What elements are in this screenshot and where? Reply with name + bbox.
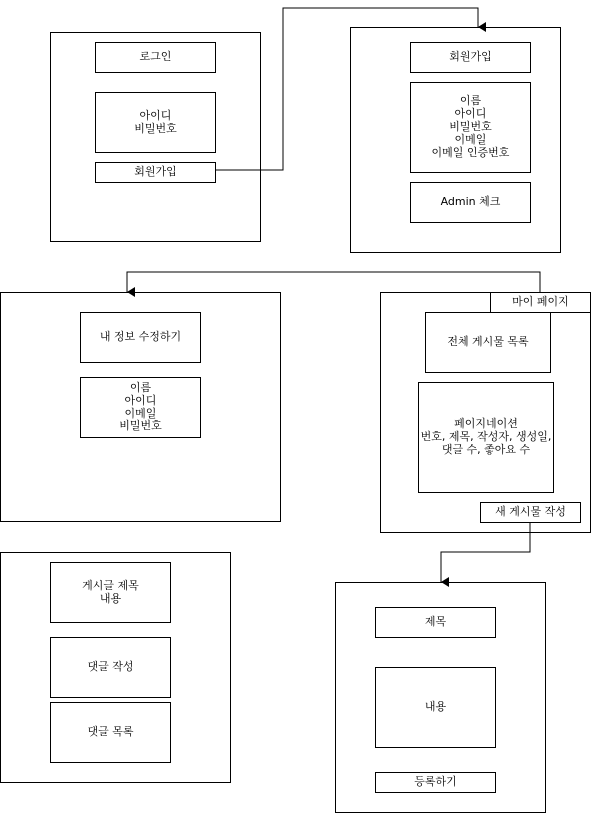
board-list-title-box: 전체 게시물 목록 bbox=[425, 312, 551, 373]
signup-link-box[interactable]: 회원가입 bbox=[95, 162, 216, 183]
comment-write-box[interactable]: 댓글 작성 bbox=[50, 637, 171, 698]
post-content-box: 게시글 제목 내용 bbox=[50, 562, 171, 623]
profile-fields-box: 이름 아이디 이메일 비밀번호 bbox=[80, 377, 201, 438]
mypage-to-profile-edit-arrow bbox=[127, 272, 540, 292]
login-fields-box: 아이디 비밀번호 bbox=[95, 92, 216, 153]
comment-list-box: 댓글 목록 bbox=[50, 702, 171, 763]
pagination-box: 페이지네이션 번호, 제목, 작성자, 생성일, 댓글 수, 좋아요 수 bbox=[418, 382, 554, 493]
new-post-button[interactable]: 새 게시물 작성 bbox=[480, 502, 581, 523]
post-content-field[interactable]: 내용 bbox=[375, 667, 496, 748]
signup-fields-box: 이름 아이디 비밀번호 이메일 이메일 인증번호 bbox=[410, 82, 531, 173]
login-title-box: 로그인 bbox=[95, 42, 216, 73]
post-title-field[interactable]: 제목 bbox=[375, 607, 496, 638]
submit-button[interactable]: 등록하기 bbox=[375, 772, 496, 793]
signup-title-box: 회원가입 bbox=[410, 42, 531, 73]
admin-check-box[interactable]: Admin 체크 bbox=[410, 182, 531, 223]
profile-edit-title-box: 내 정보 수정하기 bbox=[80, 312, 201, 363]
my-page-link-box[interactable]: 마이 페이지 bbox=[490, 292, 591, 313]
